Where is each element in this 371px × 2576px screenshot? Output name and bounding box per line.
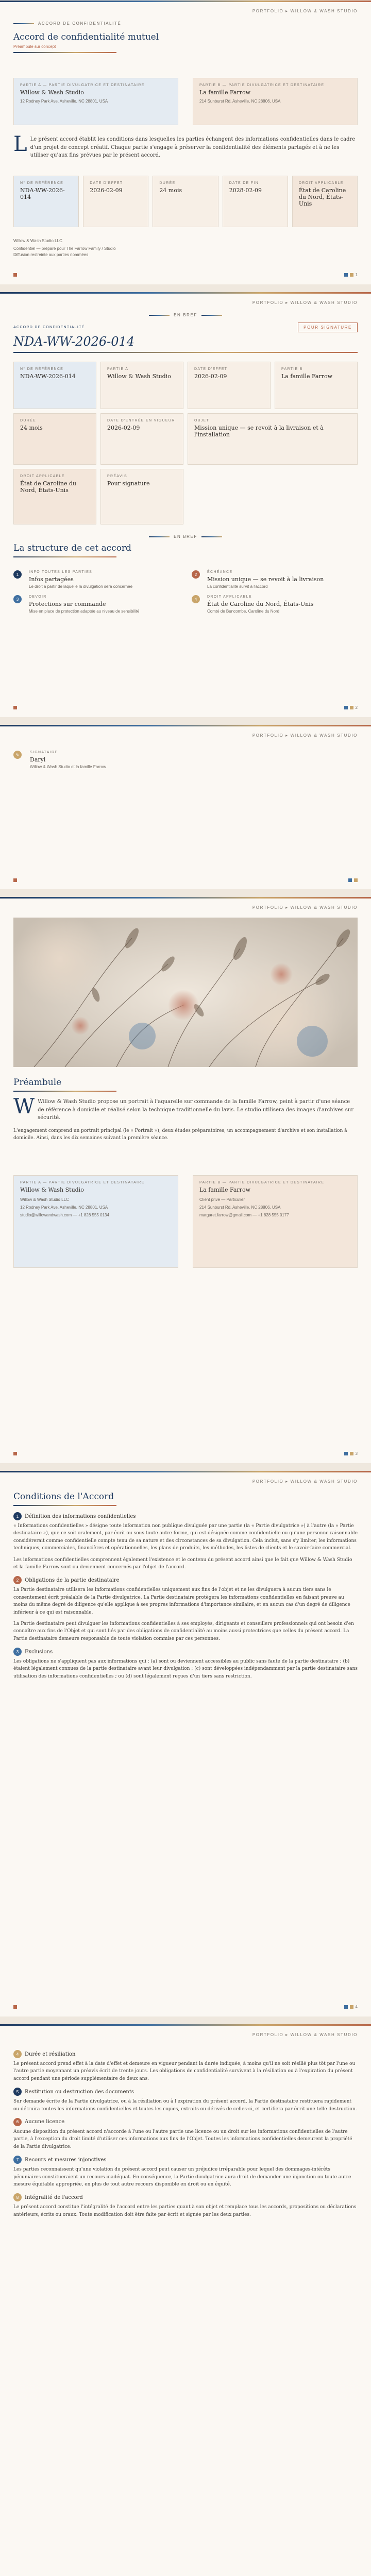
page-number: 1 — [355, 273, 358, 277]
meta-label: DURÉE — [159, 181, 176, 185]
meta-value: État de Caroline du Nord, États-Unis — [298, 187, 346, 207]
field-value: État de Caroline du Nord, États-Unis — [20, 480, 77, 494]
kicker-bar — [149, 315, 170, 316]
clause-4-body: Le présent accord prend effet à la date d'effet et demeure en vigueur pendant la durée indiquée, à moins qu'il ne soit résilié plus tôt par l'une ou l'autre partie moyennant un préavis écrit de trente jours. Les obligations de confidentialité survivent à la résiliation ou à l'expiration du présent accord pendant une période supplémentaire de deux ans. — [13, 2061, 356, 2081]
page-footer — [13, 2005, 358, 2009]
kicker-label: ACCORD DE CONFIDENTIALITÉ — [38, 21, 122, 26]
party-a-email: studio@willowandwash.com — +1 828 555 0134 — [20, 1213, 109, 1217]
clause-num: 3 — [13, 1648, 22, 1656]
meta-label: DATE D'EFFET — [90, 181, 123, 185]
preamble-party-a — [13, 1175, 178, 1268]
page-separator — [0, 717, 371, 724]
preamble-body — [13, 1095, 358, 1122]
structure-label: ÉCHÉANCE — [207, 570, 233, 574]
field-value: 24 mois — [20, 425, 43, 431]
structure-item — [13, 595, 179, 614]
page-ribbon — [0, 292, 371, 294]
summary-field-reference — [13, 362, 96, 409]
running-header: PORTFOLIO ▸ WILLOW & WASH STUDIO — [252, 1479, 358, 1484]
clause-title-text: Définition des informations confidentielles — [25, 1513, 136, 1519]
field-value: La famille Farrow — [281, 373, 332, 380]
structure-num: 1 — [13, 570, 22, 579]
signatory-sub: Willow & Wash Studio et la famille Farrow — [30, 765, 106, 769]
clause-4-title — [13, 2050, 358, 2058]
party-b-email: margaret.farrow@gmail.com — +1 828 555 0177 — [199, 1213, 289, 1217]
summary-field-law — [13, 469, 96, 524]
preamble-body-2: L'engagement comprend un portrait principal (le « Portrait »), deux études préparatoires, un accompagnement d'archive et son installation à domicile. Ainsi, dans les dix semaines suivant la première séance. — [13, 1128, 347, 1141]
cover-lead — [13, 132, 358, 160]
conditions-title: Conditions de l'Accord — [13, 1492, 114, 1502]
cover-footer-left: Willow & Wash Studio LLC — [13, 239, 62, 243]
field-label: PARTIE B — [281, 367, 303, 371]
footer-dots — [344, 1451, 358, 1456]
title-rule — [13, 52, 116, 53]
drop-cap: W — [13, 1095, 35, 1118]
clause-title-text: Exclusions — [25, 1649, 53, 1655]
clause-title-text: Intégralité de l'accord — [25, 2194, 83, 2200]
cover-footer-note: Confidentiel — préparé pour The Farrow Family / Studio — [13, 246, 116, 251]
page-footer — [13, 878, 358, 882]
kicker-bar — [201, 536, 222, 537]
structure-item — [192, 570, 358, 589]
footer-dots — [344, 273, 358, 277]
clause-num: 4 — [13, 2050, 22, 2058]
clause-title-text: Durée et résiliation — [25, 2051, 76, 2057]
structure-item — [192, 595, 358, 614]
preamble-body-text: Willow & Wash Studio propose un portrait à l'aquarelle sur commande de la famille Farrow, peint à partir d'une séance de référence à domicile et réalisé selon la technique traditionnelle du lavis. Le studio utilisera des images d'archives sur sécurité. — [38, 1099, 354, 1121]
page-cover — [0, 0, 371, 284]
clause-8-body: Le présent accord constitue l'intégralité de l'accord entre les parties quant à son objet et remplace tous les accords, propositions ou déclarations antérieurs, écrits ou oraux. Toute modification doit être faite par écrit et signée par les deux parties. — [13, 2205, 357, 2217]
cover-footer-small: Diffusion restreinte aux parties nommées — [13, 252, 89, 257]
field-label: PARTIE A — [107, 367, 129, 371]
party-a-name: Willow & Wash Studio — [20, 89, 84, 96]
meta-end-date — [223, 176, 288, 227]
field-label: DATE D'EFFET — [194, 367, 228, 371]
party-b-card — [193, 78, 358, 125]
field-value: Willow & Wash Studio — [107, 373, 171, 380]
summary-field-object — [188, 413, 358, 465]
party-a-role: PARTIE A — PARTIE DIVULGATRICE ET DESTINATAIRE — [20, 83, 145, 87]
page-conditions-continued — [0, 2024, 371, 2576]
structure-title: La structure de cet accord — [13, 543, 131, 553]
structure-item-title: Infos partagées — [29, 576, 74, 583]
signatory-icon: ✎ — [13, 751, 22, 759]
clause-title-text: Aucune licence — [25, 2119, 65, 2125]
clause-title-text: Recours et mesures injonctives — [25, 2157, 107, 2163]
clause-title-text: Obligations de la partie destinataire — [25, 1577, 120, 1583]
structure-item-title: Mission unique — se revoit à la livraison — [207, 576, 324, 583]
clause-5-title — [13, 2088, 358, 2096]
kicker-bar — [201, 315, 222, 316]
clause-1-body-2: Les informations confidentielles comprennent également l'existence et le contenu du présent accord ainsi que le fait que Willow & Wash Studio et la famille Farrow sont ou deviennent concernés par l'objet de l'accord. — [13, 1557, 352, 1570]
botanical-illustration — [13, 918, 358, 1067]
running-header: PORTFOLIO ▸ WILLOW & WASH STUDIO — [252, 9, 358, 13]
structure-num: 4 — [192, 595, 200, 603]
summary-field-party-b — [275, 362, 358, 409]
structure-desc: Le droit à partir de laquelle la divulgation sera concernée — [29, 584, 133, 589]
meta-label: DATE DE FIN — [229, 181, 259, 185]
party-b-role: PARTIE B — PARTIE DIVULGATRICE ET DESTINATAIRE — [199, 1181, 325, 1184]
field-label: DROIT APPLICABLE — [20, 474, 65, 478]
party-a-card — [13, 78, 178, 125]
page-separator — [0, 889, 371, 896]
clause-3-body: Les obligations ne s'appliquent pas aux informations qui : (a) sont ou deviennent accessibles au public sans faute de la partie destinataire ; (b) étaient légalement connues de la partie destinataire avant leur divulgation ; (c) sont développées indépendamment par la partie destinataire sans utilisation des informations confidentielles ; ou (d) sont légalement reçues d'un tiers sans restriction. — [13, 1659, 358, 1679]
page-footer — [13, 705, 358, 710]
clause-2-body-2: La Partie destinataire peut divulguer les informations confidentielles à ses employés, dirigeants et conseillers professionnels qui ont besoin d'en connaître aux fins de l'Objet et qui sont liés par des obligations de confidentialité au moins aussi protectrices que celles du présent accord. La Partie destinataire demeure responsable de toute violation commise par ces personnes. — [13, 1621, 354, 1641]
page-separator — [0, 284, 371, 292]
field-label: DATE D'ENTRÉE EN VIGUEUR — [107, 419, 175, 422]
summary-field-start — [100, 413, 183, 465]
page-ribbon — [0, 2024, 371, 2026]
page-footer — [13, 1451, 358, 1456]
preamble-rule — [13, 1091, 116, 1092]
running-header: PORTFOLIO ▸ WILLOW & WASH STUDIO — [252, 300, 358, 305]
structure-desc: La confidentialité survit à l'accord — [207, 584, 268, 589]
field-value: 2026-02-09 — [194, 373, 227, 380]
kicker-bar — [149, 536, 170, 537]
party-a-name: Willow & Wash Studio — [20, 1187, 84, 1193]
field-value: Pour signature — [107, 480, 150, 487]
footer-dots — [344, 705, 358, 710]
meta-label: DROIT APPLICABLE — [298, 181, 344, 185]
page-summary — [0, 292, 371, 717]
clause-num: 1 — [13, 1512, 22, 1520]
page-number: 2 — [355, 705, 358, 710]
meta-governing-law — [292, 176, 358, 227]
preamble-title: Préambule — [13, 1077, 62, 1088]
structure-desc: Comté de Buncombe, Caroline du Nord — [207, 609, 280, 614]
party-b-name: La famille Farrow — [199, 1187, 250, 1193]
cover-kicker — [13, 21, 358, 26]
structure-kicker — [13, 534, 358, 539]
page-ribbon — [0, 1471, 371, 1472]
kicker-label: EN BREF — [174, 313, 197, 317]
cover-lead-text: Le présent accord établit les conditions dans lesquelles les parties échangent des informations confidentielles dans le cadre d'un projet de concept créatif. Chaque partie s'engage à préserver la confidentialité des éléments partagés et à ne les utiliser qu'aux fins prévues par le présent accord. — [30, 137, 356, 158]
clause-num: 8 — [13, 2193, 22, 2201]
running-header: PORTFOLIO ▸ WILLOW & WASH STUDIO — [252, 2032, 358, 2037]
summary-field-effective-date — [188, 362, 271, 409]
footer-mark — [13, 706, 17, 709]
running-header: PORTFOLIO ▸ WILLOW & WASH STUDIO — [252, 733, 358, 738]
footer-mark — [13, 878, 17, 882]
summary-number: NDA-WW-2026-014 — [13, 334, 135, 349]
clause-8-title — [13, 2193, 358, 2201]
party-a-role: PARTIE A — PARTIE DIVULGATRICE ET DESTINATAIRE — [20, 1181, 145, 1184]
page-number: 3 — [355, 1451, 358, 1456]
clause-num: 2 — [13, 1576, 22, 1584]
clause-2-title — [13, 1576, 358, 1584]
structure-label: DROIT APPLICABLE — [207, 595, 252, 599]
summary-field-party-a — [100, 362, 183, 409]
meta-value: 2028-02-09 — [229, 187, 262, 194]
page-footer — [13, 273, 358, 277]
footer-dots — [348, 878, 358, 882]
running-header: PORTFOLIO ▸ WILLOW & WASH STUDIO — [252, 905, 358, 910]
clause-3-title — [13, 1648, 358, 1656]
meta-value: 24 mois — [159, 187, 182, 194]
cover-meta-row — [13, 176, 358, 227]
page-ribbon — [0, 1, 371, 2]
party-b-rep: Client privé — Particulier — [199, 1197, 245, 1202]
signatory-label: SIGNATAIRE — [30, 751, 58, 754]
clause-1-title — [13, 1512, 358, 1520]
footer-mark — [13, 2005, 17, 2009]
kicker-label: EN BREF — [174, 534, 197, 539]
meta-duration — [153, 176, 218, 227]
field-value: Mission unique — se revoit à la livraison et à l'installation — [194, 425, 324, 438]
meta-effective-date — [83, 176, 148, 227]
status-badge: POUR SIGNATURE — [298, 323, 358, 332]
field-label: N° DE RÉFÉRENCE — [20, 367, 64, 371]
cover-title: Accord de confidentialité mutuel — [13, 32, 159, 42]
drop-cap: L — [13, 132, 27, 156]
meta-value: NDA-WW-2026-014 — [20, 187, 65, 200]
meta-reference — [13, 176, 79, 227]
clause-title-text: Restitution ou destruction des documents — [25, 2089, 134, 2095]
page-ribbon — [0, 897, 371, 899]
structure-item-title: État de Caroline du Nord, États-Unis — [207, 601, 314, 607]
page-separator — [0, 2016, 371, 2024]
cover-subtitle: Préambule sur concept — [13, 44, 56, 49]
party-b-address: 214 Sunburst Rd, Asheville, NC 28806, USA — [199, 1205, 281, 1210]
clause-7-body: Les parties reconnaissent qu'une violation du présent accord peut causer un préjudice irréparable pour lequel des dommages-intérêts pécuniaires constitueraient un recours inadéquat. En conséquence, la Partie divulgatrice aura droit de demander une injonction ou toute autre mesure équitable appropriée, en plus de tout autre recours disponible en droit ou en équité. — [13, 2167, 351, 2187]
clause-2-body: La Partie destinataire utilisera les informations confidentielles uniquement aux fins de l'objet et ne les divulguera à aucun tiers sans le consentement écrit préalable de la Partie divulgatrice. La Partie destinataire protègera les informations confidentielles en faisant preuve au moins du même degré de diligence qu'elle applique à ses propres informations d'importance similaire, et en aucun cas d'un degré de diligence inférieur à ce qui est raisonnable. — [13, 1587, 350, 1615]
footer-mark — [13, 273, 17, 277]
field-label: PRÉAVIS — [107, 474, 127, 478]
field-value: NDA-WW-2026-014 — [20, 373, 76, 380]
page-ribbon — [0, 725, 371, 726]
field-value: 2026-02-09 — [107, 425, 140, 431]
party-b-role: PARTIE B — PARTIE DIVULGATRICE ET DESTINATAIRE — [199, 83, 325, 87]
footer-dots — [344, 2005, 358, 2009]
structure-rule — [13, 556, 116, 557]
summary-rule — [13, 352, 358, 353]
summary-field-notice — [100, 469, 183, 524]
clause-6-body: Aucune disposition du présent accord n'accorde à l'une ou l'autre partie une licence ou un droit sur les informations confidentielles de l'autre partie, à l'exception du droit limité d'utiliser ces informations aux fins de l'Objet. Toutes les informations confidentielles demeurent la propriété de la Partie divulgatrice. — [13, 2129, 352, 2149]
summary-grid — [13, 362, 358, 524]
page-separator — [0, 1463, 371, 1470]
preamble-party-b — [193, 1175, 358, 1268]
field-label: OBJET — [194, 419, 210, 422]
party-a-rep: Willow & Wash Studio LLC — [20, 1197, 69, 1202]
structure-label: INFO TOUTES LES PARTIES — [29, 570, 93, 574]
clause-6-title — [13, 2118, 358, 2126]
page-conditions — [0, 1470, 371, 2016]
clause-num: 7 — [13, 2156, 22, 2164]
structure-desc: Mise en place de protection adaptée au niveau de sensibilité — [29, 609, 140, 614]
party-b-address: 214 Sunburst Rd, Asheville, NC 28806, USA — [199, 99, 281, 104]
conditions-rule — [13, 1505, 116, 1506]
summary-kicker — [13, 313, 358, 317]
structure-num: 3 — [13, 595, 22, 603]
structure-item — [13, 570, 179, 589]
kicker-bar — [13, 23, 34, 24]
party-b-name: La famille Farrow — [199, 89, 250, 96]
meta-value: 2026-02-09 — [90, 187, 123, 194]
clause-num: 5 — [13, 2088, 22, 2096]
summary-field-duration — [13, 413, 96, 465]
clause-7-title — [13, 2156, 358, 2164]
footer-mark — [13, 1452, 17, 1455]
party-a-address: 12 Rodney Park Ave, Asheville, NC 28801, USA — [20, 1205, 108, 1210]
signatory-name: Daryl — [30, 756, 46, 763]
party-a-address: 12 Rodney Park Ave, Asheville, NC 28801, USA — [20, 99, 108, 104]
meta-label: N° DE RÉFÉRENCE — [20, 181, 64, 185]
page-preamble — [0, 896, 371, 1463]
field-label: DURÉE — [20, 419, 37, 422]
structure-num: 2 — [192, 570, 200, 579]
page-number: 4 — [355, 2005, 358, 2009]
structure-item-title: Protections sur commande — [29, 601, 106, 607]
clause-num: 6 — [13, 2118, 22, 2126]
page-signatory — [0, 724, 371, 889]
structure-list — [13, 570, 358, 614]
clause-1-body: « Informations confidentielles » désigne toute information non publique divulguée par une partie (la « Partie divulgatrice ») à l'autre (la « Partie destinataire »), que ce soit oralement, par écrit ou sous toute autre forme, qui est désignée comme confidentielle ou qu'une personne raisonnable considérerait comme confidentielle compte tenu de sa nature et des circonstances de sa divulgation. Cela inclut, sans s'y limiter, les informations techniques, commerciales, financières et opérationnelles, les plans de produits, les méthodes, les listes de clients et le savoir-faire commercial. — [13, 1523, 358, 1551]
structure-label: DEVOIR — [29, 595, 47, 599]
watercolor-artwork — [13, 918, 358, 1067]
clause-5-body: Sur demande écrite de la Partie divulgatrice, ou à la résiliation ou à l'expiration du présent accord, la Partie destinataire restituera rapidement ou détruira toutes les informations confidentielles et toutes les copies, extraits ou dérivés de celles-ci, et certifiera par écrit une telle destruction. — [13, 2099, 357, 2112]
summary-label: ACCORD DE CONFIDENTIALITÉ — [13, 326, 85, 329]
